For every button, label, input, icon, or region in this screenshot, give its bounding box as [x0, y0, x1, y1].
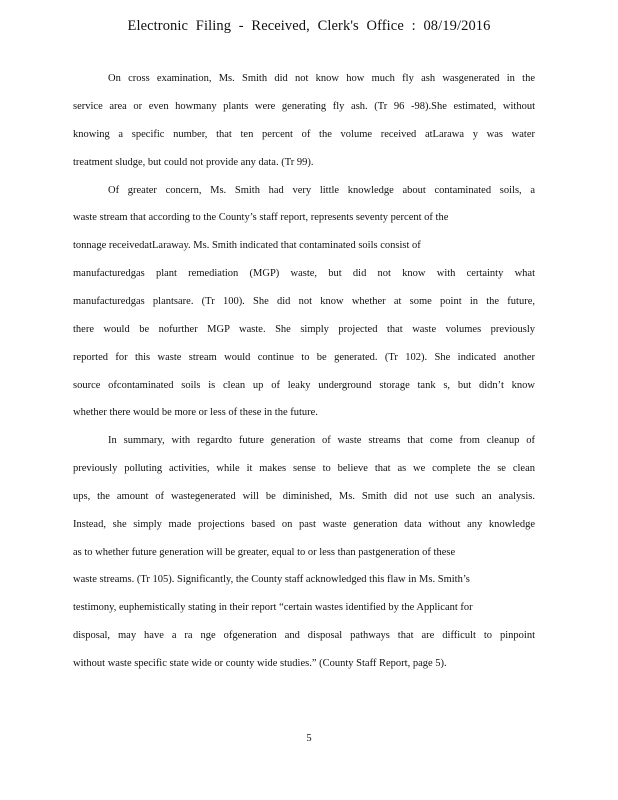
body-line: disposal, may have a ra nge ofgeneration and disposal pathways that are difficult to pinpoint	[73, 630, 535, 641]
body-line: manufacturedgas plantsare. (Tr 100). She did not know whether at some point in the future,	[73, 296, 535, 307]
page-number: 5	[306, 733, 312, 744]
body-line: ups, the amount of wastegenerated will be diminished, Ms. Smith did not use such an analysis.	[73, 491, 535, 502]
body-line: service area or even howmany plants were generating fly ash. (Tr 96 -98).She estimated, without	[73, 101, 535, 112]
filing-header: Electronic Filing - Received, Clerk's Office : 08/19/2016	[127, 18, 491, 34]
body-line: waste stream that according to the County’s staff report, represents seventy percent of the	[73, 212, 449, 223]
body-line: without waste specific state wide or county wide studies.” (County Staff Report, page 5).	[73, 658, 447, 669]
body-line: as to whether future generation will be greater, equal to or less than pastgeneration of these	[73, 547, 456, 558]
body-line: testimony, euphemistically stating in their report “certain wastes identified by the Applicant for	[73, 602, 473, 613]
body-line: treatment sludge, but could not provide any data. (Tr 99).	[73, 157, 314, 168]
body-line: In summary, with regardto future generation of waste streams that come from cleanup of	[108, 435, 535, 446]
body-line: Of greater concern, Ms. Smith had very little knowledge about contaminated soils, a	[108, 185, 535, 196]
body-line: manufacturedgas plant remediation (MGP) waste, but did not know with certainty what	[73, 268, 535, 279]
body-line: waste streams. (Tr 105). Significantly, the County staff acknowledged this flaw in Ms. Smith’s	[73, 574, 470, 585]
body-line: source ofcontaminated soils is clean up of leaky underground storage tank s, but didn’t know	[73, 380, 535, 391]
body-line: previously polluting activities, while it makes sense to believe that as we complete the se clean	[73, 463, 535, 474]
body-line: On cross examination, Ms. Smith did not know how much fly ash wasgenerated in the	[108, 73, 535, 84]
body-line: there would be nofurther MGP waste. She simply projected that waste volumes previously	[73, 324, 535, 335]
body-line: whether there would be more or less of these in the future.	[73, 407, 318, 418]
body-line: knowing a specific number, that ten percent of the volume received atLarawa y was water	[73, 129, 535, 140]
body-line: Instead, she simply made projections based on past waste generation data without any knowledge	[73, 519, 535, 530]
body-line: tonnage receivedatLaraway. Ms. Smith indicated that contaminated soils consist of	[73, 240, 421, 251]
body-line: reported for this waste stream would continue to be generated. (Tr 102). She indicated another	[73, 352, 535, 363]
